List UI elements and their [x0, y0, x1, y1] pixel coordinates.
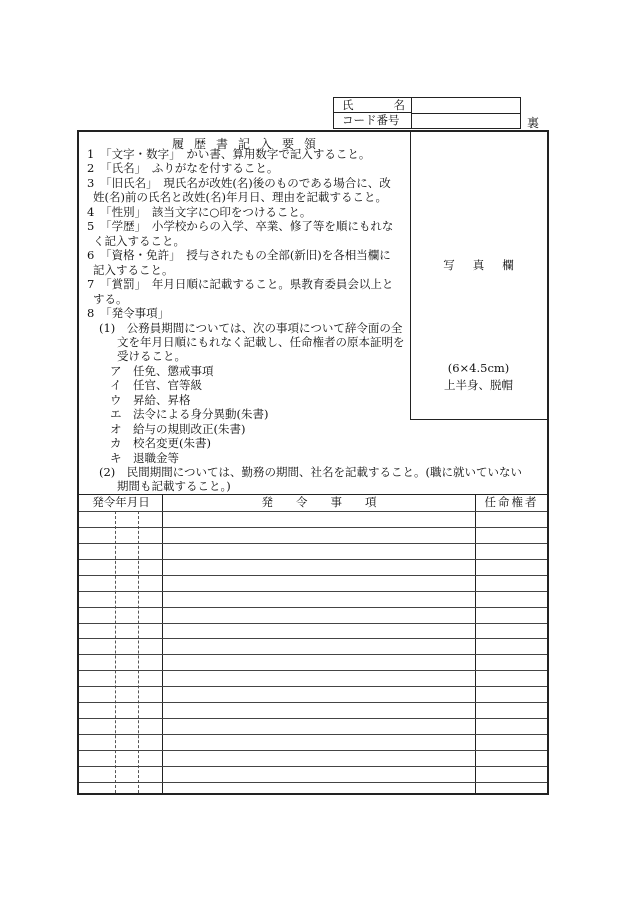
guide-line: 記入すること。	[93, 263, 174, 277]
guide-line: 6 「資格・免許」 授与されたもの全部(新旧)を各相当欄に	[87, 248, 391, 262]
table-row	[79, 718, 547, 719]
guide-item: イ 任官、官等級	[110, 378, 202, 392]
table-row	[79, 734, 547, 735]
table-row	[79, 686, 547, 687]
guide-line: 7 「賞罰」 年月日順に記載すること。県教育委員会以上と	[87, 277, 394, 291]
guide-line: く記入すること。	[93, 234, 185, 248]
code-label: コード番号	[334, 113, 412, 128]
guide-item: エ 法令による身分異動(朱書)	[110, 407, 269, 421]
reverse-side-mark: 裏	[527, 116, 540, 130]
table-row	[79, 575, 547, 576]
table-row	[79, 670, 547, 671]
col-divider	[162, 494, 163, 793]
guide-line: 3 「旧氏名」 現氏名が改姓(名)後のものである場合に、改	[87, 176, 391, 190]
guide-line: 8 「発令事項」	[87, 306, 170, 320]
col-header-matter: 発 令 事 項	[261, 495, 377, 509]
col-header-date: 発令年月日	[92, 495, 150, 509]
table-row	[79, 623, 547, 624]
guide-title: 履歴書記入要領	[172, 137, 327, 151]
name-divider	[412, 113, 520, 114]
table-row	[79, 638, 547, 639]
guide-item: キ 退職金等	[110, 451, 179, 465]
guide-subitem: 文を年月日順にもれなく記載し、任命権者の原本証明を	[117, 335, 405, 349]
col-header-appointer: 任命権者	[484, 495, 539, 509]
table-row	[79, 750, 547, 751]
guide-subitem: 受けること。	[117, 349, 186, 363]
guide-line: 4 「性別」 該当文字に○印をつけること。	[87, 205, 312, 219]
guide-line: する。	[93, 292, 128, 306]
photo-label: 写真欄	[443, 258, 532, 272]
guide-subitem: 期間も記載すること。)	[117, 479, 231, 493]
guide-item: オ 給与の規則改正(朱書)	[110, 422, 246, 436]
table-row	[79, 654, 547, 655]
guide-line: 姓(名)前の氏名と改姓(名)年月日、理由を記載すること。	[93, 190, 387, 204]
table-row	[79, 766, 547, 767]
table-row	[79, 511, 547, 512]
guide-line: 2 「氏名」 ふりがなを付すること。	[87, 161, 279, 175]
guide-item: カ 校名変更(朱書)	[110, 436, 211, 450]
table-row	[79, 607, 547, 608]
name-code-box	[333, 97, 521, 129]
guide-subitem: (2) 民間期間については、勤務の期間、社名を記載すること。(職に就いていない	[99, 465, 523, 479]
guide-item: ア 任免、懲戒事項	[110, 364, 214, 378]
col-divider	[475, 494, 476, 793]
guide-subitem: (1) 公務員期間については、次の事項について辞令面の全	[99, 321, 403, 335]
table-row	[79, 559, 547, 560]
table-row	[79, 591, 547, 592]
table-row	[79, 702, 547, 703]
guide-line: 5 「学歴」 小学校からの入学、卒業、修了等を順にもれな	[87, 219, 394, 233]
table-row	[79, 782, 547, 783]
table-row	[79, 527, 547, 528]
photo-note: 上半身、脱帽	[444, 378, 513, 392]
photo-size: (6×4.5cm)	[447, 361, 510, 375]
name-label: 氏 名	[334, 98, 412, 113]
guide-item: ウ 昇給、昇格	[110, 393, 191, 407]
guide-line: 1 「文字・数字」 かい書、算用数字で記入すること。	[87, 147, 371, 161]
table-row	[79, 543, 547, 544]
